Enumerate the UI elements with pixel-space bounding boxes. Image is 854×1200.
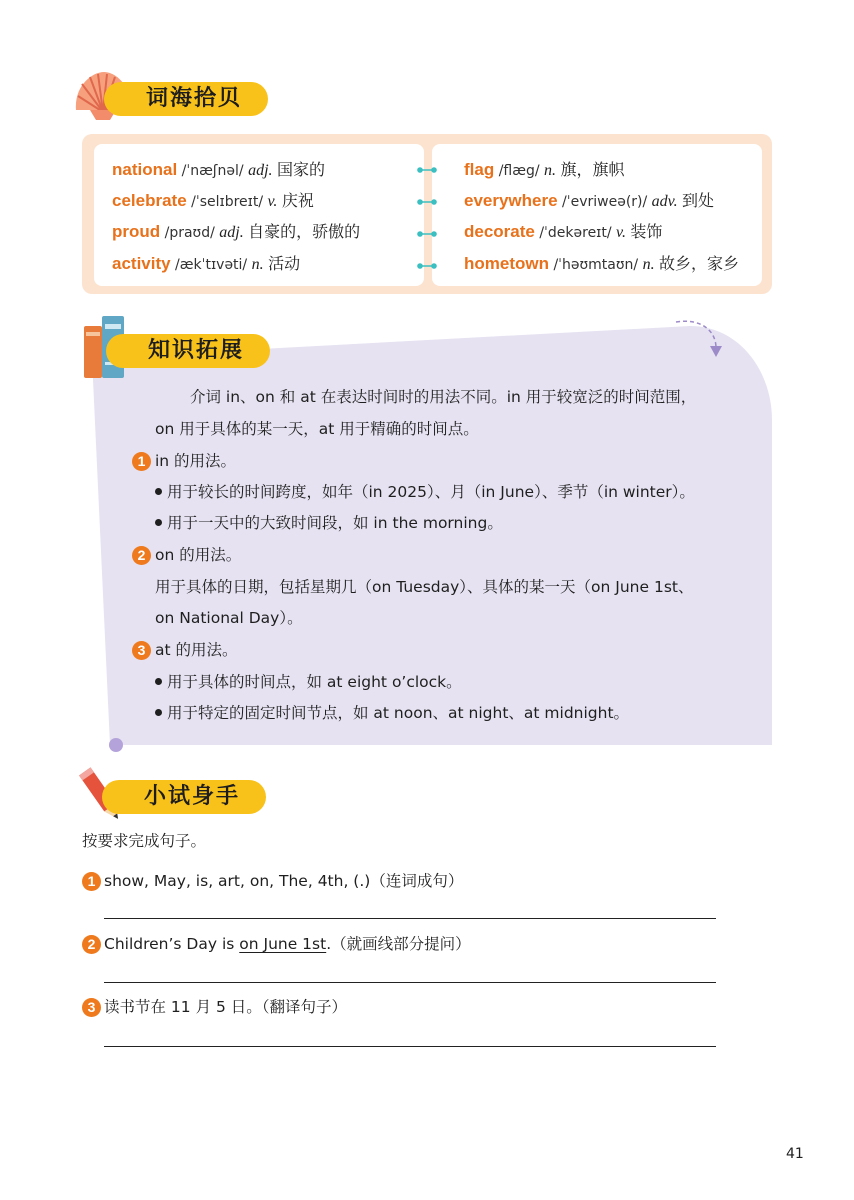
- number-badge: 1: [132, 452, 151, 471]
- page-number: 41: [786, 1146, 804, 1162]
- vocab-word: activity: [112, 254, 171, 273]
- vocab-word: hometown: [464, 254, 549, 273]
- knowledge-intro-line-1: 介词 in、on 和 at 在表达时间时的用法不同。in 用于较宽泛的时间范围，: [190, 388, 697, 406]
- vocab-word: decorate: [464, 222, 535, 241]
- vocab-meaning: 故乡，家乡: [659, 254, 740, 273]
- vocab-phonetic: /ˈhəʊmtaʊn/: [553, 257, 639, 273]
- answer-line[interactable]: [104, 982, 716, 983]
- practice-instruction: 按要求完成句子。: [82, 832, 207, 850]
- vocab-pos: adj.: [219, 224, 244, 241]
- number-badge: 2: [132, 546, 151, 565]
- bullet-text: 用于较长的时间跨度，如年（in 2025）、月（in June）、季节（in winter）。: [167, 483, 695, 501]
- knowledge-bullet: [155, 702, 629, 724]
- vocab-pos: n.: [642, 256, 655, 273]
- vocab-phonetic: /ˈevriweə(r)/: [562, 194, 648, 210]
- bullet-text: 用于具体的时间点，如 at eight o’clock。: [167, 673, 462, 691]
- bullet-icon: [155, 519, 162, 526]
- answer-line[interactable]: [104, 918, 716, 919]
- knowledge-heading: on 的用法。: [155, 546, 242, 564]
- vocab-pos: v.: [616, 224, 626, 241]
- vocab-meaning: 国家的: [276, 160, 325, 179]
- vocab-phonetic: /ˈdekəreɪt/: [539, 225, 612, 241]
- question-text: show, May, is, art, on, The, 4th, (.)（连词成句）: [104, 872, 464, 890]
- knowledge-bullet: [155, 512, 503, 534]
- vocab-phonetic: /flæg/: [498, 163, 540, 179]
- vocab-phonetic: /ˈnæʃnəl/: [181, 163, 244, 179]
- knowledge-heading: in 的用法。: [155, 452, 237, 470]
- vocab-phonetic: /ækˈtɪvəti/: [175, 257, 248, 273]
- question-text: 读书节在 11 月 5 日。（翻译句子）: [104, 998, 348, 1016]
- vocab-pos: n.: [544, 162, 557, 179]
- bullet-text: 用于一天中的大致时间段，如 in the morning。: [167, 514, 503, 532]
- number-badge: 3: [132, 641, 151, 660]
- knowledge-bullet: [155, 671, 462, 693]
- number-badge: 2: [82, 935, 101, 954]
- vocab-pos: adv.: [651, 193, 678, 210]
- vocab-phonetic: /praʊd/: [164, 225, 215, 241]
- knowledge-heading: at 的用法。: [155, 641, 238, 659]
- vocab-meaning: 旗，旗帜: [560, 160, 625, 179]
- knowledge-line: 用于具体的日期，包括星期几（on Tuesday）、具体的某一天（on June 1st、: [155, 578, 694, 596]
- knowledge-line: on National Day）。: [155, 609, 303, 627]
- vocab-meaning: 庆祝: [281, 191, 314, 210]
- vocab-word: proud: [112, 222, 161, 241]
- practice-title: 小试身手: [102, 780, 266, 814]
- bullet-icon: [155, 488, 162, 495]
- vocab-meaning: 装饰: [630, 222, 663, 241]
- vocab-word: celebrate: [112, 191, 187, 210]
- knowledge-title: 知识拓展: [106, 334, 270, 368]
- question-suffix: .（就画线部分提问）: [326, 935, 471, 953]
- question-underlined: on June 1st: [239, 935, 327, 953]
- vocab-pos: adj.: [248, 162, 273, 179]
- vocab-title: 词海拾贝: [104, 82, 268, 116]
- vocab-pos: v.: [267, 193, 278, 210]
- number-badge: 1: [82, 872, 101, 891]
- vocab-word: national: [112, 160, 178, 179]
- question-text: [104, 933, 471, 955]
- vocab-meaning: 到处: [682, 191, 715, 210]
- knowledge-intro-line-2: on 用于具体的某一天，at 用于精确的时间点。: [155, 420, 479, 438]
- vocab-meaning: 活动: [268, 254, 301, 273]
- bullet-icon: [155, 709, 162, 716]
- knowledge-bullet: [155, 481, 695, 503]
- question-prefix: Children’s Day is: [104, 935, 240, 953]
- vocab-phonetic: /ˈselɪbreɪt/: [191, 194, 264, 210]
- vocab-word: flag: [464, 160, 495, 179]
- bullet-text: 用于特定的固定时间节点，如 at noon、at night、at midnight。: [167, 704, 630, 722]
- number-badge: 3: [82, 998, 101, 1017]
- vocab-meaning: 自豪的，骄傲的: [248, 222, 361, 241]
- bullet-icon: [155, 678, 162, 685]
- vocab-pos: n.: [251, 256, 264, 273]
- answer-line[interactable]: [104, 1046, 716, 1047]
- vocab-word: everywhere: [464, 191, 558, 210]
